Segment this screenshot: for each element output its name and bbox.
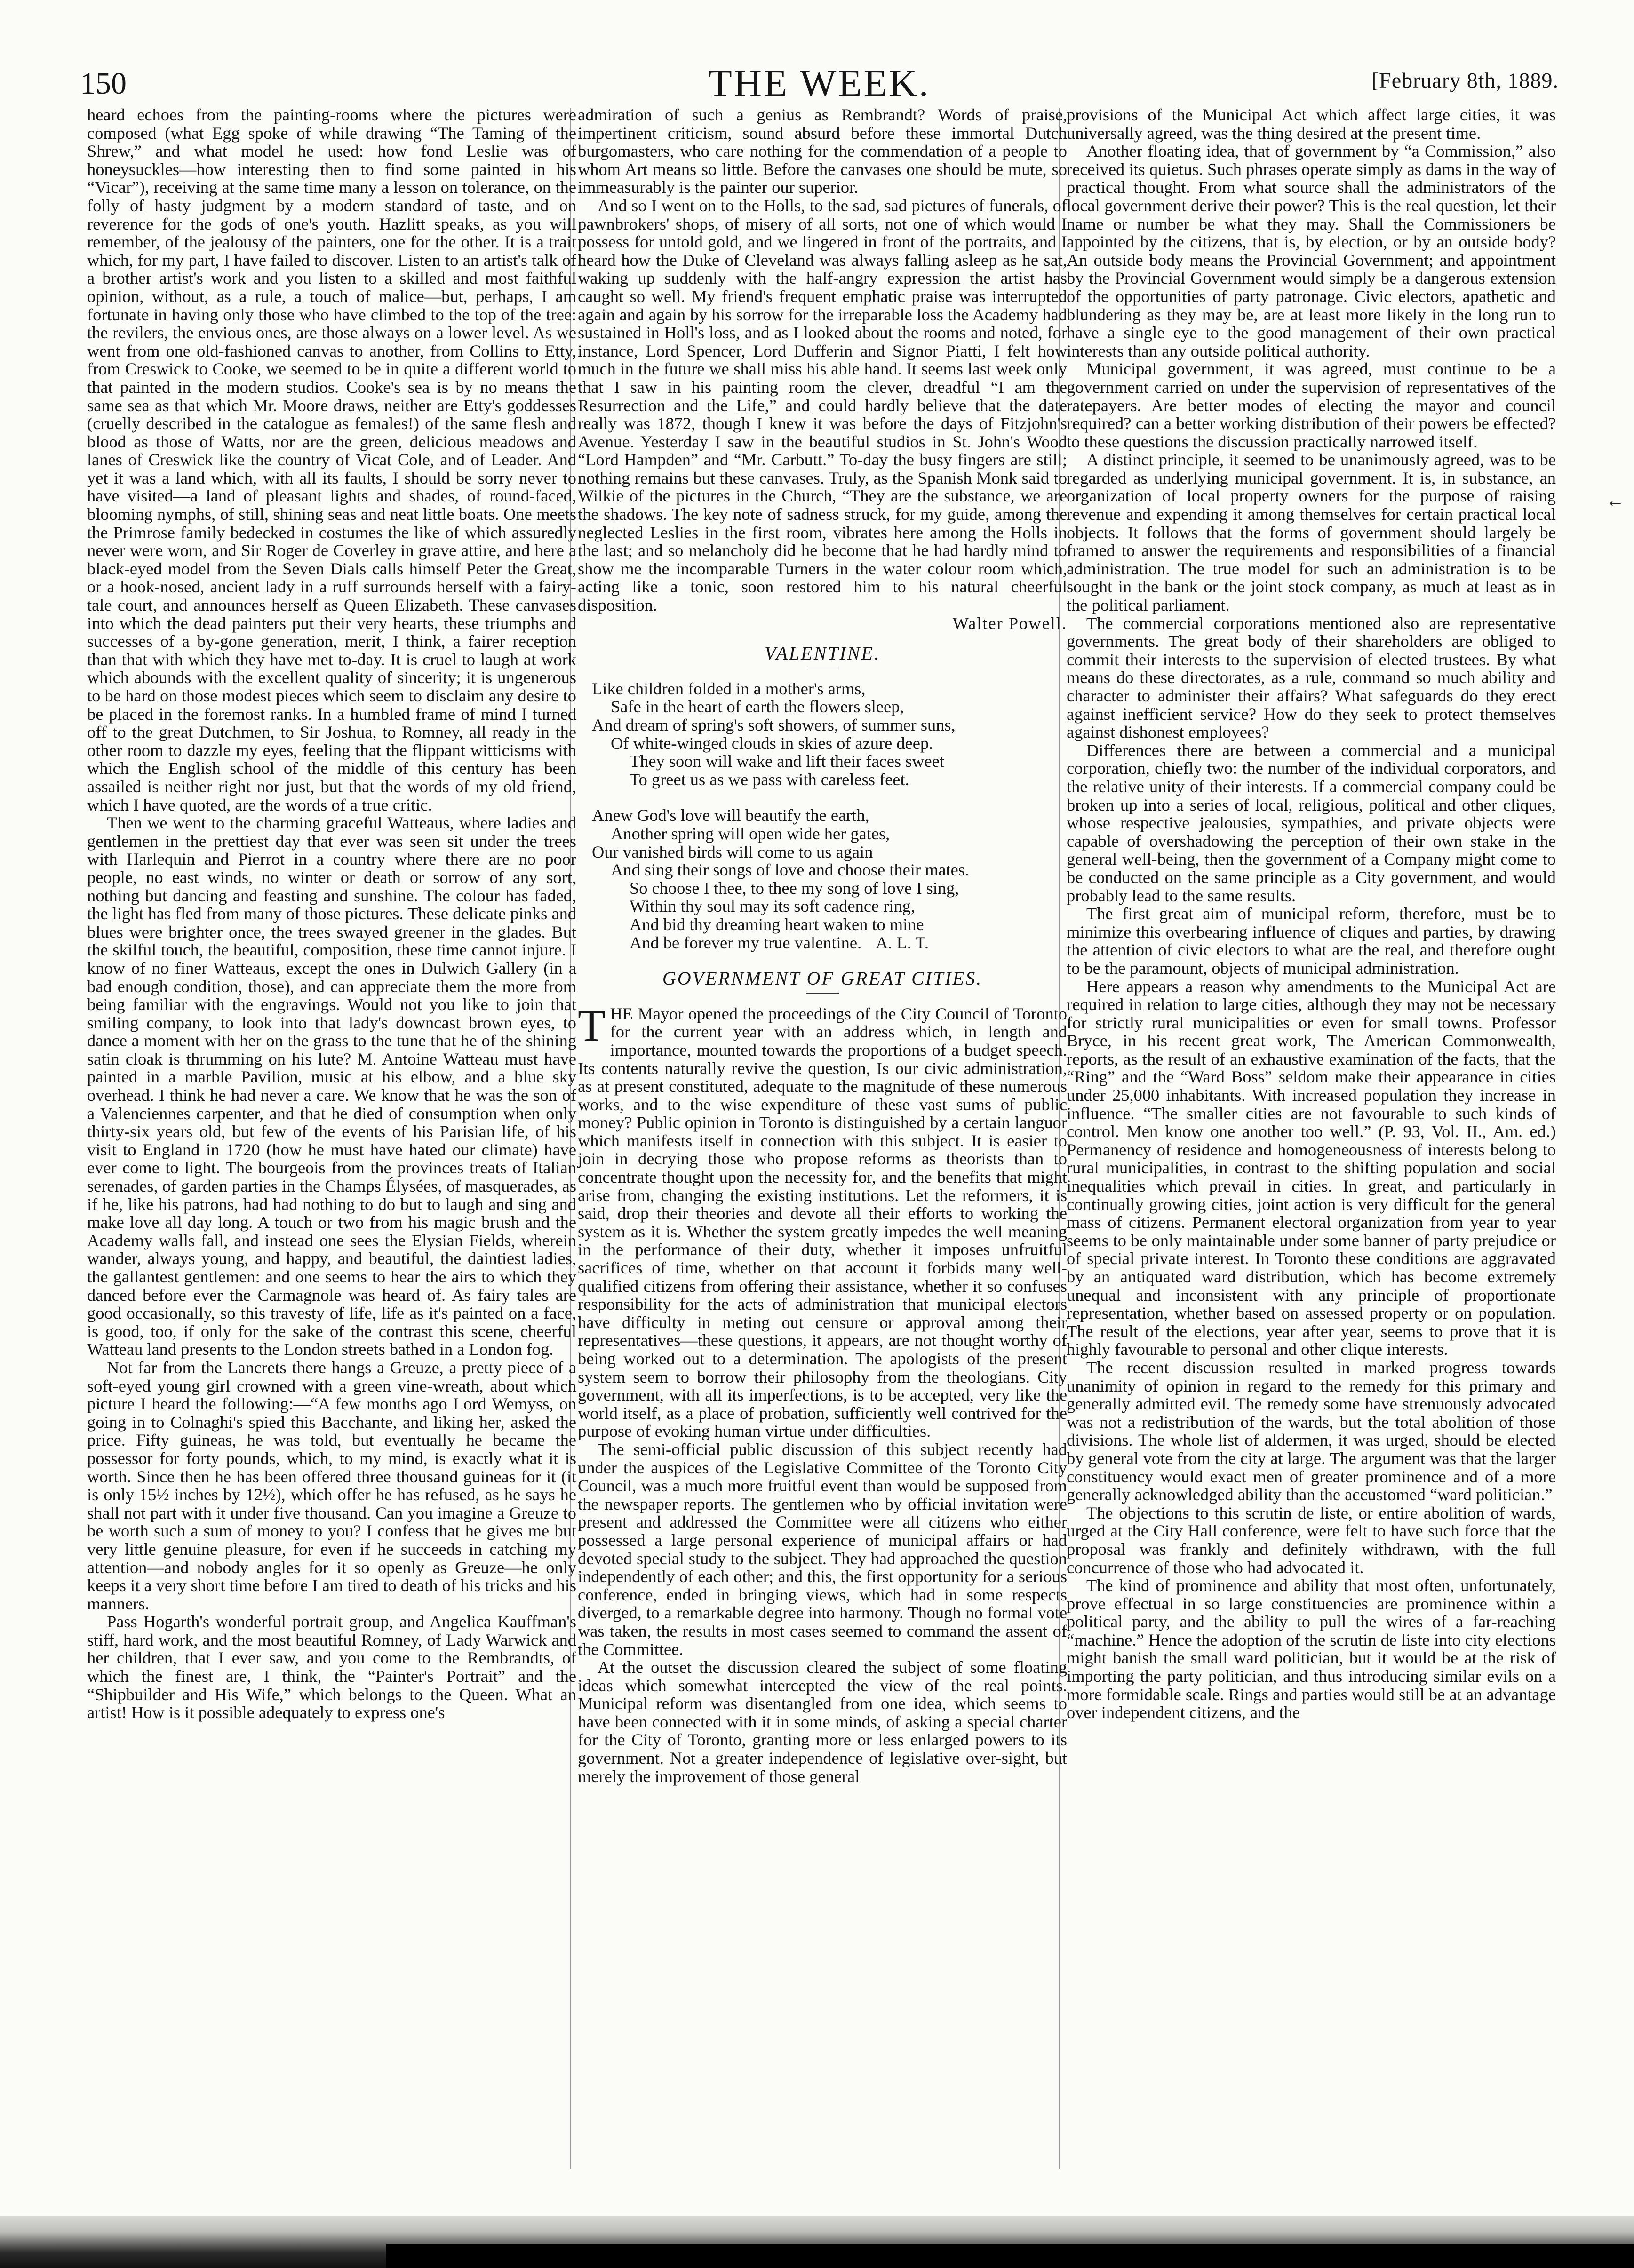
paragraph: Then we went to the charming graceful Watteaus, where ladies and gentlemen in the prettiest day that ever was seen sit under the trees with Harlequin and Pierrot in a country where there are no poor people, no east winds, no winter or death or sorrow of any sort, nothing but dancing and feasting and sunshine. The colour has faded, the light has fled from many of those pictures. These delicate pinks and blues were brighter once, the trees swayed greener in the glades. But the skilful touch, the beautiful, composition, these time cannot injure. I know of no finer Watteaus, except the ones in Dulwich Gallery (in a bad enough condition, those), and can appreciate them the more from being familiar with the engravings. Would not you like to join that smiling company, to look into that lady's downcast brown eyes, to dance a moment with her on the grass to the tune that he of the shining satin cloak is thrumming on his lute? M. Antoine Watteau must have painted in a marble Pavilion, music at his elbow, and a blue sky overhead. I think he had never a care. We know that he was the son of a Valenciennes carpenter, and that he died of consumption when only thirty-six years old, but few of the events of his Parisian life, of his visit to England in 1720 (how he must have hated our climate) have ever come to light. The bourgeois from the provinces treats of Italian serenades, of garden parties in the Champs Élysées, of masquerades, as if he, like his patrons, had had nothing to do but to laugh and sing and make love all day long. A touch or two from his magic brush and the Academy walls fall, and instead one sees the Elysian Fields, wherein wander, always young, and happy, and beautiful, the daintiest ladies, the gallantest gentlemen: and one seems to hear the airs to which they danced before ever the Carmagnole was heard of. As fairy tales are good occasionally, so this travesty of life, life as it's painted on a face, is good, too, if only for the sake of the contrast this scene, cheerful Watteau land presents to the London streets bathed in a London fog.: [87, 813, 576, 1359]
paragraph: admiration of such a genius as Rembrandt? Words of praise, impertinent criticism, sound absurd before these immortal Dutch burgomasters, who care nothing for the commendation of a people to whom Art means so little. Before the canvases one should be mute, so immeasurably is the painter our superior.: [578, 105, 1067, 197]
paragraph: provisions of the Municipal Act which affect large cities, it was universally agreed, was the thing desired at the present time.: [1067, 105, 1556, 143]
paragraph: The first great aim of municipal reform, therefore, must be to minimize this overbearing influence of cliques and parties, by drawing the attention of civic electors to what are the real, and therefore ought to be the paramount, objects of municipal administration.: [1067, 904, 1556, 978]
column-2: [578, 106, 1067, 1785]
paragraph: The recent discussion resulted in marked progress towards unanimity of opinion in regard to the remedy for this primary and generally admitted evil. The remedy some have strenuously advocated was not a redistribution of the wards, but the total abolition of those divisions. The whole list of aldermen, it was urged, should be elected by general vote from the city at large. The argument was that the larger constituency would exact men of greater prominence and of a more generally acknowledged ability than the accustomed “ward politician.”: [1067, 1358, 1556, 1504]
stanza-2: [592, 806, 1067, 952]
poem-line: And sing their songs of love and choose their mates.: [611, 860, 970, 880]
paragraph: Pass Hogarth's wonderful portrait group, and Angelica Kauffman's stiff, hard work, and the most beautiful Romney, of Lady Warwick and her children, that I ever saw, and you come to the Rembrandts, of which the finest are, I think, the “Painter's Portrait” and the “Shipbuilder and His Wife,” which belongs to the Queen. What an artist! How is it possible adequately to express one's: [87, 1612, 576, 1722]
poem-line: So choose I thee, to thee my song of love I sing,: [630, 878, 959, 898]
margin-arrow-icon: ←: [1606, 490, 1625, 511]
column-3: [1067, 106, 1556, 1722]
article-title: GOVERNMENT OF GREAT CITIES.: [662, 968, 983, 989]
paragraph: The objections to this scrutin de liste, or entire abolition of wards, urged at the City Hall conference, were felt to have such force that the proposal was frankly and definitely withdrawn, with the full concurrence of those who had advocated it.: [1067, 1503, 1556, 1577]
poem-line: They soon will wake and lift their faces sweet: [630, 752, 944, 771]
poem-line: Our vanished birds will come to us again: [592, 842, 873, 861]
poem-line: And dream of spring's soft showers, of summer suns,: [592, 716, 956, 734]
poem-line: Of white-winged clouds in skies of azure deep.: [611, 733, 933, 753]
poem-line: Another spring will open wide her gates,: [611, 824, 890, 843]
stanza-1: [592, 680, 1067, 789]
poem-title: VALENTINE.: [765, 643, 880, 664]
paragraph: The kind of prominence and ability that most often, unfortunately, prove effectual in so large constituencies are prominence within a political party, and the ability to pull the wires of a far-reaching “machine.” Hence the adoption of the scrutin de liste into city elections might banish the small ward politician, but it would be at the risk of importing the party politician, and thus introducing similar evils on a more formidable scale. Rings and parties would still be at an advantage over independent citizens, and the: [1067, 1576, 1556, 1722]
poem-line: Like children folded in a mother's arms,: [592, 679, 866, 698]
paragraph: At the outset the discussion cleared the subject of some floating ideas which somewhat intercepted the view of the real points. Municipal reform was disentangled from one idea, which seems to have been connected with it in some minds, of asking a special charter for the City of Toronto, granting more or less enlarged powers to its government. Not a greater independence of legislative over-sight, but merely the improvement of those general: [578, 1658, 1067, 1786]
scan-edge: [0, 2216, 1634, 2268]
poem-line: To greet us as we pass with careless feet.: [630, 770, 909, 789]
paragraph: The semi-official public discussion of this subject recently had under the auspices of the Legislative Committee of the Toronto City Council, was a much more fruitful event than would be supposed from the newspaper reports. The gentlemen who by official invitation were present and addressed the Committee were all citizens who either possessed a large personal experience of municipal affairs or had devoted special study to the subject. They had approached the question independently of each other; and this, the first opportunity for a serious conference, ended in bringing views, which had in some respects diverged, to a remarkable degree into harmony. Though no formal vote was taken, the results in most cases seemed to command the assent of the Committee.: [578, 1440, 1067, 1659]
poem-line: [592, 934, 1067, 952]
paragraph: A distinct principle, it seemed to be unanimously agreed, was to be regarded as underlying municipal government. It is, in substance, an organization of local property owners for the purpose of raising revenue and expending it among themselves for certain practical local objects. It follows that the forms of government should largely be framed to answer the requirements and responsibilities of a financial administration. The true model for such an administration is to be sought in the bank or the joint stock company, as much at least as in the political parliament.: [1067, 450, 1556, 615]
valentine-poem: [592, 680, 1067, 952]
author-signature: Walter Powell.: [952, 613, 1067, 633]
poem-line: Anew God's love will beautify the earth,: [592, 806, 869, 825]
column-1: [87, 106, 576, 1722]
poem-line: And bid thy dreaming heart waken to mine: [630, 915, 924, 934]
issue-date: [February 8th, 1889.: [1371, 68, 1559, 92]
poem-line: Safe in the heart of earth the flowers sleep,: [611, 697, 904, 716]
page-number: 150: [80, 66, 127, 101]
paragraph: Another floating idea, that of government by “a Commission,” also received its quietus. Such phrases operate simply as dams in the way of practical thought. From what source shall the administrators of the local government derive their power? This is the real question, let their name or number be what they may. Shall the Commissioners be appointed by the citizens, that is, by election, or by an outside body? An outside body means the Provincial Government; and appointment by the Provincial Government would simply be a dangerous extension of the opportunities of party patronage. Civic electors, apathetic and blundering as they may be, are at least more likely in the long run to have a single eye to the good management of their own practical interests than any outside political authority.: [1067, 142, 1556, 360]
paragraph: Here appears a reason why amendments to the Municipal Act are required in relation to large cities, although they may not be necessary for strictly rural municipalities or even for small towns. Professor Bryce, in his recent great work, The American Commonwealth, reports, as the result of an exhaustive examination of the facts, that the “Ring” and the “Ward Boss” seldom make their appearance in cities under 25,000 inhabitants. With increased population they increase in influence. “The smaller cities are not favourable to such kinds of control. Men know one another too well.” (P. 93, Vol. II., Am. ed.) Permanency of residence and homogeneousness of interests belong to rural municipalities, in contrast to the shifting population and social inequalities which prevail in cities. In great, and particularly in continually growing cities, joint action is very difficult for the general mass of citizens. Permanent electoral organization from year to year seems to be only maintainable under some banner of party prejudice or of special private interest. In Toronto these conditions are aggravated by an antiquated ward distribution, which has become extremely unequal and inconsistent with any principle of proportionate representation, whether based on assessed property or on population. The result of the elections, year after year, seems to prove that it is highly favourable to personal and other clique interests.: [1067, 977, 1556, 1359]
scan-shadow: [386, 2244, 1634, 2268]
paragraph-text: HE Mayor opened the proceedings of the City Council of Toronto for the current year with an address which, in length and importance, mounted towards the proportions of a budget speech. Its contents naturally revive the question, Is our civic administration, as at present constituted, adequate to the magnitude of these numerous works, and to the wise expenditure of these vast sums of public money? Public opinion in Toronto is distinguished by a certain languor which manifests itself in connection with this subject. It is easier to join in decrying those who propose reforms as theorists than to concentrate thought upon the necessity for, and the benefits that might arise from, changing the existing institutions. Let the reformers, it is said, drop their theories and devote all their efforts to working the system as it is. Whether the system greatly impedes the well meaning in the performance of their duty, whether it imposes unfruitful sacrifices of time, whether on that account it forbids many well-qualified citizens from offering their assistance, whether it so confuses responsibility for the acts of administration that municipal electors have difficulty in meting out censure or approval among their representatives—these questions, it appears, are not thought worthy of being worked out to a determination. The apologists of the present system seem to borrow their philosophy from the theologians. City government, with all its imperfections, is to be accepted, very like the world itself, as a place of probation, sufficiently well contrived for the purpose of evoking human virtue under difficulties.: [578, 1004, 1067, 1441]
paragraph: heard echoes from the painting-rooms where the pictures were composed (what Egg spoke of while drawing “The Taming of the Shrew,” and what model he used: how fond Leslie was of honeysuckles—how interesting then to find some painted in his “Vicar”), receiving at the same time many a lesson on tolerance, on the folly of hasty judgment by a modern standard of taste, and on reverence for the gods of one's youth. Hazlitt speaks, as you will remember, of the jealousy of the painters, one for the other. It is a trait which, for my part, I have failed to discover. Listen to an artist's talk of a brother artist's work and you listen to a skilled and most faithful opinion, without, as a rule, a touch of malice—but, perhaps, I am fortunate in having only those who have climbed to the top of the tree: the revilers, the envious ones, are those always on a lower level. As we went from one old-fashioned canvas to another, from Collins to Etty, from Creswick to Cooke, we seemed to be in quite a different world to that painted in the modern studios. Cooke's sea is by no means the same sea as that which Mr. Moore draws, neither are Etty's goddesses (cruelly described in the catalogue as females!) of the same flesh and blood as those of Watts, nor are the green, delicious meadows and lanes of Creswick like the country of Vicat Cole, and of Leader. And yet it was a land which, with all its faults, I should be sorry never to have visited—a land of pleasant lights and shades, of round-faced, blooming nymphs, of still, shining seas and neat little boats. One meets the Primrose family bedecked in costumes the like of which assuredly never were worn, and Sir Roger de Coverley in grave attire, and here a black-eyed model from the Seven Dials calls himself Peter the Great, or a hook-nosed, ancient lady in a ruff surrounds herself with a fairy-tale court, and announces herself as Queen Elizabeth. These canvases into which the dead painters put their very hearts, these triumphs and successes of a by-gone generation, merit, I think, a fairer reception than that with which they have met to-day. It is cruel to laugh at work which abounds with the excellent quality of sincerity; it is ungenerous to be hard on those modest pieces which seem to disclaim any desire to be placed in the foremost ranks. In a humbled frame of mind I turned off to the great Dutchmen, to Sir Joshua, to Romney, all ready in the other room to dazzle my eyes, feeling that the flippant witticisms with which the English school of the middle of this century has been assailed is neither right nor just, but that the words of my old friend, which I have quoted, are the words of a true critic.: [87, 105, 576, 814]
paragraph: [578, 1000, 1067, 1441]
drop-cap: T: [578, 1000, 606, 1050]
poem-author: A. L. T.: [876, 933, 929, 952]
title-rule: [806, 993, 839, 994]
paragraph: Differences there are between a commercial and a municipal corporation, chiefly two: the number of the individual corporators, and the relative unity of their interests. If a commercial company could be broken up into a series of local, religious, political and other cliques, whose respective jealousies, sympathies, and private objects were capable of overshadowing the perception of their own stake in the general well-being, then the government of a Company might come to be conducted on the same principle as a City government, and would probably lead to the same results.: [1067, 740, 1556, 905]
poem-line-text: And be forever my true valentine.: [630, 933, 862, 952]
paragraph: The commercial corporations mentioned also are representative governments. The great body of their shareholders are obliged to commit their interests to the supervision of elected trustees. By what means do these directorates, as a rule, command so much ability and character to administer their affairs? What safeguards do they erect against inefficient service? How do they seek to protect themselves against dishonest employees?: [1067, 613, 1556, 742]
paragraph: Not far from the Lancrets there hangs a Greuze, a pretty piece of a soft-eyed young girl crowned with a green vine-wreath, about which picture I heard the following:—“A few months ago Lord Wemyss, on going in to Colnaghi's spied this Bacchante, and liking her, asked the price. Fifty guineas, he was told, but eventually he became the possessor for forty pounds, which, to my mind, is exactly what it is worth. Since then he has been offered three thousand guineas for it (it is only 15½ inches by 12½), which offer he has refused, as he says he shall not part with it under five thousand. Can you imagine a Greuze to be worth such a sum of money to you? I confess that he gives me but very little genuine pleasure, for even if he succeeds in catching my attention—and nobody angles for it so openly as Greuze—he only keeps it a very short time before I am tired to death of his tricks and his manners.: [87, 1358, 576, 1613]
masthead-title: THE WEEK.: [708, 62, 931, 104]
poem-line: Within thy soul may its soft cadence ring,: [630, 897, 915, 916]
paragraph: And so I went on to the Holls, to the sad, sad pictures of funerals, of pawnbrokers' shops, of misery of all sorts, not one of which would I possess for untold gold, and we lingered in front of the portraits, and I heard how the Duke of Cleveland was always falling asleep as he sat, waking up suddenly with the half-angry expression the artist has caught so well. My friend's frequent emphatic praise was interrupted again and again by his sorrow for the irreparable loss the Academy had sustained in Holl's loss, and as I looked about the rooms and noted, for instance, Lord Spencer, Lord Dufferin and Signor Piatti, I felt how much in the future we shall miss his able hand. It seems last week only that I saw in his painting room the clever, dreadful “I am the Resurrection and the Life,” and could hardly believe that the date really was 1872, though I knew it was before the days of Fitzjohn's Avenue. Yesterday I saw in the beautiful studios in St. John's Wood “Lord Hampden” and “Mr. Carbutt.” To-day the busy fingers are still; nothing remains but these canvases. Truly, as the Spanish Monk said to Wilkie of the pictures in the Church, “They are the substance, we are the shadows. The key note of sadness struck, for my guide, among the neglected Leslies in the first room, vibrates here among the Holls in the last; and so melancholy did he become that he had hardly mind to show me the incomparable Turners in the water colour room which, acting like a tonic, soon restored him to his natural cheerful disposition.: [578, 196, 1067, 615]
paragraph: Municipal government, it was agreed, must continue to be a government carried on under the supervision of representatives of the ratepayers. Are better modes of electing the mayor and council required? can a better working distribution of their powers be effected? to these questions the discussion practically narrowed itself.: [1067, 359, 1556, 451]
